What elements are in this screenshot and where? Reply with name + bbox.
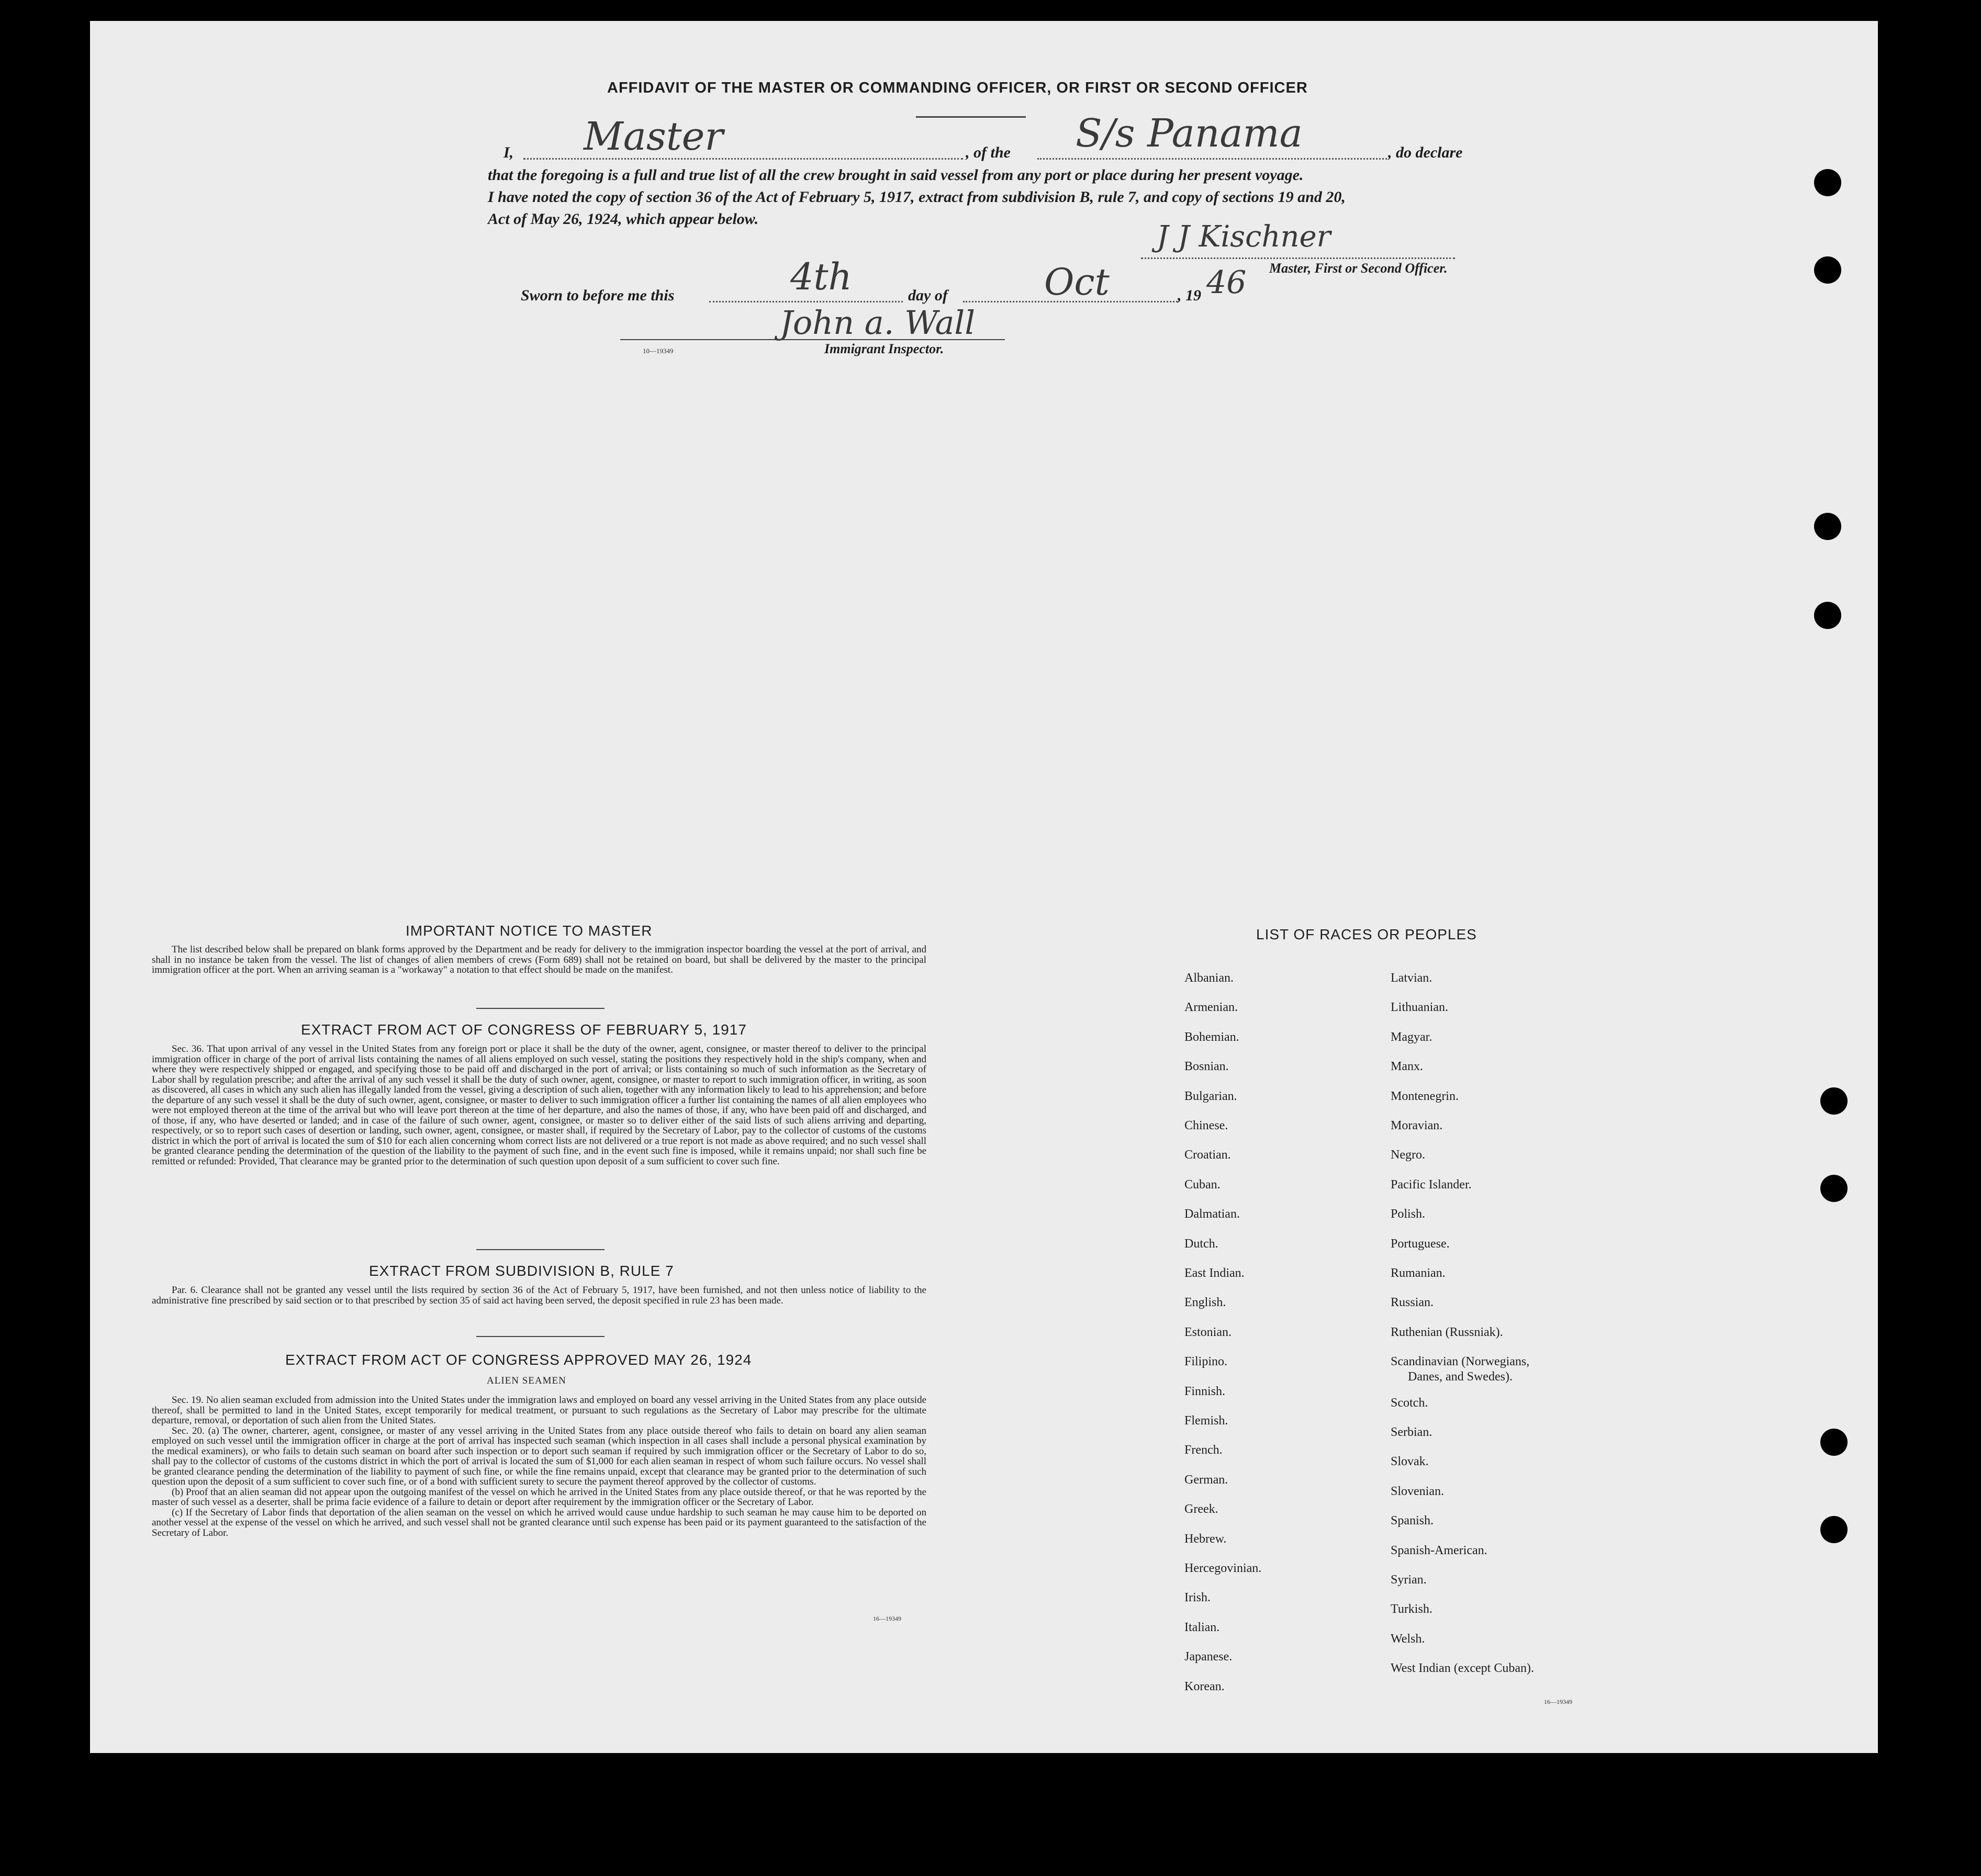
race-item: Spanish. [1391, 1514, 1434, 1528]
do-declare-label: , do declare [1388, 144, 1463, 161]
section-divider [476, 1336, 605, 1337]
race-item: Syrian. [1391, 1573, 1427, 1587]
race-item: Manx. [1391, 1060, 1423, 1074]
race-item: Scandinavian (Norwegians, [1391, 1355, 1530, 1369]
race-item: Chinese. [1184, 1119, 1228, 1132]
race-item: Hercegovinian. [1184, 1562, 1262, 1575]
race-item: Russian. [1391, 1296, 1434, 1310]
races-form-number: 16—19349 [1544, 1698, 1572, 1705]
race-item: Armenian. [1184, 1001, 1238, 1015]
race-item: Pacific Islander. [1391, 1177, 1472, 1192]
section-divider [476, 1249, 605, 1250]
punch-hole [1814, 169, 1841, 196]
master-handwritten: Master [584, 114, 723, 159]
sec-19-paragraph: Sec. 19. No alien seaman excluded from admission into the United States under the immigration laws and employed on board any vessel arriving in the United States from any place outside thereof, shall be permitted to land in the United States, except temporarily for medical treatment, or pursuant to such regulations as the Secretary of Labor may prescribe for the ultimate departure, removal, or deportation of such alien from the United States. [152, 1395, 926, 1426]
race-item: Slovenian. [1391, 1484, 1444, 1498]
punch-hole [1814, 513, 1841, 540]
race-item: Magyar. [1391, 1030, 1432, 1044]
notice-title: IMPORTANT NOTICE TO MASTER [406, 923, 653, 939]
section-divider [476, 1008, 605, 1009]
race-item: Dalmatian. [1184, 1207, 1240, 1221]
affidavit-title: AFFIDAVIT OF THE MASTER OR COMMANDING OFFICER, OR FIRST OR SECOND OFFICER [607, 80, 1308, 96]
race-item: Scotch. [1391, 1396, 1428, 1410]
race-item: West Indian (except Cuban). [1391, 1661, 1534, 1676]
race-item: Italian. [1184, 1620, 1220, 1634]
race-item: Filipino. [1184, 1355, 1228, 1369]
race-item: Lithuanian. [1391, 1001, 1448, 1015]
race-item: Slovak. [1391, 1455, 1429, 1469]
day-handwritten: 4th [790, 255, 852, 298]
race-item: Albanian. [1184, 971, 1234, 985]
sec-20a-paragraph: Sec. 20. (a) The owner, charterer, agent, consignee, or master of any vessel arriving in the United States from any place outside thereof who fails to detain on board any alien seaman employed on such vessel until the immigration officer in charge at the port of arrival has inspected such seaman (which inspection in all cases shall include a personal physical examination by the medical examiners), or who fails to detain such seaman on board after such inspection or to deport such seaman if required by such immigration officer or the Secretary of Labor to do so, shall pay to the collector of customs of the customs district in which the port of arrival is located the sum of $1,000 for each alien seaman in respect of whom such failure occurs. No vessel shall be granted clearance pending the determination of the liability to payment of such fine, or while the fine remains unpaid, except that clearance may be granted prior to the determination of such question upon the deposit of a sum sufficient to cover such fine, or of a bond with sufficient surety to secure the payment thereof approved by the collector of customs. [152, 1425, 926, 1487]
rule7-text [152, 1285, 926, 1306]
vessel-handwritten: S/s Panama [1076, 111, 1303, 156]
race-item: Polish. [1391, 1207, 1426, 1221]
punch-hole [1820, 1087, 1848, 1115]
race-item: Moravian. [1391, 1119, 1443, 1132]
extract-1924-title: EXTRACT FROM ACT OF CONGRESS APPROVED MAY 26, 1924 [285, 1352, 752, 1368]
race-item: Bohemian. [1184, 1030, 1239, 1044]
race-item: Ruthenian (Russniak). [1391, 1325, 1503, 1339]
of-the-label: , of the [966, 144, 1011, 161]
race-item: Montenegrin. [1391, 1089, 1459, 1103]
race-item: German. [1184, 1473, 1228, 1487]
race-item: Japanese. [1184, 1650, 1233, 1664]
affidavit-line-4: Act of May 26, 1924, which appear below. [488, 210, 759, 228]
title-divider [916, 116, 1026, 118]
master-caption: Master, First or Second Officer. [1269, 261, 1448, 276]
extract-1924-text [152, 1395, 926, 1538]
race-item: French. [1184, 1443, 1223, 1457]
punch-hole [1820, 1516, 1848, 1543]
year-prefix: , 19 [1178, 287, 1201, 304]
race-item: Rumanian. [1391, 1266, 1446, 1280]
race-item: Danes, and Swedes). [1408, 1370, 1513, 1384]
year-handwritten: 46 [1206, 264, 1247, 301]
extract-1917-paragraph: Sec. 36. That upon arrival of any vessel in the United States from any foreign port or place it shall be the duty of the owner, agent, consignee, or master thereof to deliver to the principal immigration officer in charge of the port of arrival lists containing the names of all aliens employed on such vessel, stating the positions they respectively hold in the ship's company, when and where they were respectively shipped or engaged, and specifying those to be paid off and discharged in the port of arrival; or lists containing so much of such information as the Secretary of Labor shall by regulation prescribe; and after the arrival of any such vessel it shall be the duty of such owner, agent, consignee, or master to report to such immigration officer, in writing, as soon as discovered, all cases in which any such alien has illegally landed from the vessel, giving a description of such alien, together with any information likely to lead to his apprehension; and before the departure of any such vessel it shall be the duty of such owner, agent, consignee, or master to deliver to such immigration officer a further list containing the names of all alien employees who were not employed thereon at the time of the arrival but who will leave port thereon at the time of her departure, and also the names of those, if any, who have been paid off and discharged, and of those, if any, who have deserted or landed; and in case of the failure of such owner, agent, consignee, or master so to deliver either of the said lists of such aliens arriving and departing, respectively, or so to report such cases of desertion or landing, such owner, agent, consignee, or master shall, if required by the Secretary of Labor, pay to the collector of customs of the customs district in which the port of arrival is located the sum of $10 for each alien concerning whom correct lists are not delivered or a true report is not made as above required; and no such vessel shall be granted clearance pending the determination of the question of the liability to the payment of such fine, and in the event such fine is imposed, while it remains unpaid; nor shall such fine be remitted or refunded: Provided, That clearance may be granted prior to the determination of such question upon deposit of a sum sufficient to cover such fine. [152, 1043, 926, 1167]
extract-1917-title: EXTRACT FROM ACT OF CONGRESS OF FEBRUARY 5, 1917 [301, 1021, 747, 1038]
master-signature: J J Kischner [1157, 220, 1331, 254]
sec-20c-paragraph: (c) If the Secretary of Labor finds that deportation of the alien seaman on the vessel on which he arrived would cause undue hardship to such seaman he may cause him to be deported on another vessel at the expense of the vessel on which he arrived, and such vessel shall not be granted clearance until such expense has been paid or its payment guaranteed to the satisfaction of the Secretary of Labor. [152, 1507, 926, 1538]
race-item: Bulgarian. [1184, 1089, 1237, 1103]
month-handwritten: Oct [1044, 261, 1110, 304]
punch-hole [1814, 256, 1841, 284]
race-item: Estonian. [1184, 1325, 1232, 1339]
race-item: Cuban. [1184, 1177, 1221, 1192]
race-item: Serbian. [1391, 1425, 1432, 1439]
i-label: I, [503, 144, 514, 161]
races-title: LIST OF RACES OR PEOPLES [1256, 926, 1477, 942]
extract-form-number: 16—19349 [873, 1615, 901, 1622]
race-item: Spanish-American. [1391, 1543, 1487, 1557]
race-item: Negro. [1391, 1148, 1425, 1162]
race-item: Croatian. [1184, 1148, 1231, 1162]
sworn-label: Sworn to before me this [521, 287, 675, 304]
affidavit-form-number: 10—19349 [643, 347, 674, 355]
race-item: Korean. [1184, 1679, 1225, 1693]
race-item: Flemish. [1184, 1414, 1228, 1428]
notice-paragraph: The list described below shall be prepared on blank forms approved by the Department and be ready for delivery to the immigration inspector boarding the vessel at the port of arrival, and shall in no instance be taken from the vessel. The list of changes of alien members of crews (Form 689) shall not be retained on board, but shall be delivered by the master to the principal immigration officer at the port. When an arriving seaman is a "workaway" a notation to that effect should be made on the manifest. [152, 944, 926, 975]
race-item: Hebrew. [1184, 1532, 1227, 1546]
sec-20b-paragraph: (b) Proof that an alien seaman did not appear upon the outgoing manifest of the vessel on which he arrived in the United States from any place outside thereof, or that he was reported by the master of such vessel as a deserter, shall be prima facie evidence of a failure to detain or deport after requirement by the immigration officer or the Secretary of Labor. [152, 1486, 926, 1508]
race-item: Turkish. [1391, 1602, 1432, 1616]
extract-1924-subtitle: ALIEN SEAMEN [487, 1375, 566, 1386]
punch-hole [1820, 1175, 1848, 1202]
punch-hole [1814, 602, 1841, 629]
race-item: English. [1184, 1296, 1226, 1310]
race-item: Portuguese. [1391, 1237, 1450, 1251]
master-signature-line [1141, 257, 1455, 259]
race-item: Irish. [1184, 1591, 1211, 1605]
day-of-label: day of [908, 287, 948, 304]
punch-hole [1820, 1429, 1848, 1456]
affidavit-line-3: I have noted the copy of section 36 of the Act of February 5, 1917, extract from subdivision B, rule 7, and copy of sections 19 and 20, [488, 188, 1346, 206]
race-item: Greek. [1184, 1502, 1218, 1516]
affidavit-line-2: that the foregoing is a full and true list of all the crew brought in said vessel from any port or place during her present voyage. [488, 166, 1304, 184]
notice-text [152, 945, 926, 975]
race-item: Latvian. [1391, 971, 1432, 985]
inspector-caption: Immigrant Inspector. [824, 341, 944, 356]
race-item: Finnish. [1184, 1384, 1226, 1398]
vessel-dotted-line [1037, 158, 1387, 160]
race-item: East Indian. [1184, 1266, 1245, 1280]
rule7-title: EXTRACT FROM SUBDIVISION B, RULE 7 [369, 1263, 674, 1279]
extract-1917-text [152, 1044, 926, 1166]
inspector-signature: John a. Wall [780, 304, 976, 342]
race-item: Bosnian. [1184, 1060, 1229, 1074]
rule7-paragraph: Par. 6. Clearance shall not be granted any vessel until the lists required by section 36 of the Act of February 5, 1917, have been furnished, and not then unless notice of liability to the administrative fine prescribed by said section or to that prescribed by section 35 of said act having been served, the deposit specified in rule 23 has been made. [152, 1285, 926, 1306]
race-item: Dutch. [1184, 1237, 1218, 1251]
race-item: Welsh. [1391, 1632, 1425, 1646]
day-dotted-line [709, 301, 903, 302]
